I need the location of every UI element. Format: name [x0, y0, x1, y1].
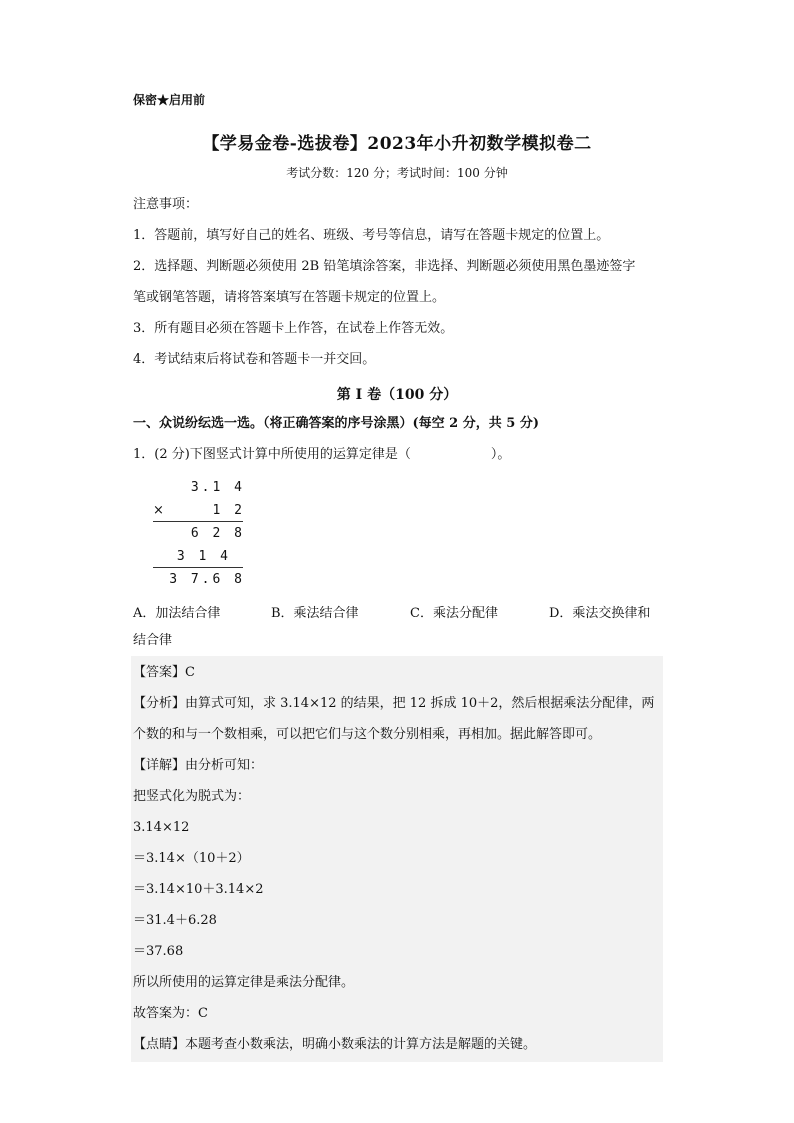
detail-intro: 把竖式化为脱式为： [133, 789, 251, 804]
notice-item-4: 4．考试结束后将试卷和答题卡一并交回。 [133, 352, 376, 367]
confidential-label: 保密★启用前 [133, 93, 206, 107]
calc-multiplier: 1 2 [212, 503, 245, 518]
step-3: ＝3.14×10＋3.14×2 [133, 882, 264, 897]
option-b[interactable]: B．乘法结合律 [271, 606, 359, 621]
calc-partial-2: 3 1 4 [176, 549, 231, 564]
option-a[interactable]: A．加法结合律 [133, 606, 221, 621]
notice-item-2: 2．选择题、判断题必须使用 2B 铅笔填涂答案，非选择、判断题必须使用黑色墨迹签字 [133, 259, 636, 274]
part-heading: 一、众说纷纭选一选。（将正确答案的序号涂黑）(每空 2 分，共 5 分) [133, 416, 539, 431]
detail-heading: 【详解】由分析可知： [133, 758, 264, 773]
final-answer: 故答案为：C [133, 1006, 208, 1021]
step-5: ＝37.68 [133, 944, 184, 959]
exam-meta: 考试分数：120 分；考试时间：100 分钟 [286, 166, 508, 180]
notice-item-2-cont: 笔或钢笔答题，请将答案填写在答题卡规定的位置上。 [133, 290, 446, 305]
question-1-text-end: ）。 [490, 447, 511, 462]
analysis-line-2: 个数的和与一个数相乘，可以把它们与这个数分别相乘，再相加。据此解答即可。 [133, 727, 602, 742]
question-1-prompt [133, 447, 510, 463]
calc-rule-top [153, 521, 243, 522]
step-4: ＝31.4＋6.28 [133, 913, 217, 928]
section-title: 第 I 卷（100 分） [336, 387, 458, 403]
option-d[interactable]: D．乘法交换律和 [549, 606, 651, 621]
notice-heading: 注意事项： [133, 197, 199, 212]
calc-partial-1: 6 2 8 [190, 526, 245, 541]
exam-title: 【学易金卷-选拔卷】2023年小升初数学模拟卷二 [202, 134, 592, 154]
calc-product: 3 7.6 8 [169, 572, 245, 587]
times-sign: × [153, 503, 164, 518]
question-1-text: 1．(2 分)下图竖式计算中所使用的运算定律是（ [133, 447, 411, 462]
option-c[interactable]: C．乘法分配律 [410, 606, 498, 621]
comment-line: 【点睛】本题考查小数乘法，明确小数乘法的计算方法是解题的关键。 [133, 1037, 537, 1052]
answer-line: 【答案】C [133, 665, 195, 680]
calc-rule-bottom [153, 567, 243, 568]
option-d-continued: 结合律 [133, 633, 173, 648]
calc-multiplicand: 3.1 4 [190, 480, 245, 495]
analysis-line-1: 【分析】由算式可知，求 3.14×12 的结果，把 12 拆成 10＋2，然后根据乘法分配律，两 [133, 696, 655, 711]
conclusion: 所以所使用的运算定律是乘法分配律。 [133, 975, 355, 990]
notice-item-3: 3．所有题目必须在答题卡上作答，在试卷上作答无效。 [133, 321, 454, 336]
step-2: ＝3.14×（10＋2） [133, 851, 250, 866]
notice-item-1: 1．答题前，填写好自己的姓名、班级、考号等信息，请写在答题卡规定的位置上。 [133, 228, 610, 243]
step-1: 3.14×12 [133, 820, 190, 835]
